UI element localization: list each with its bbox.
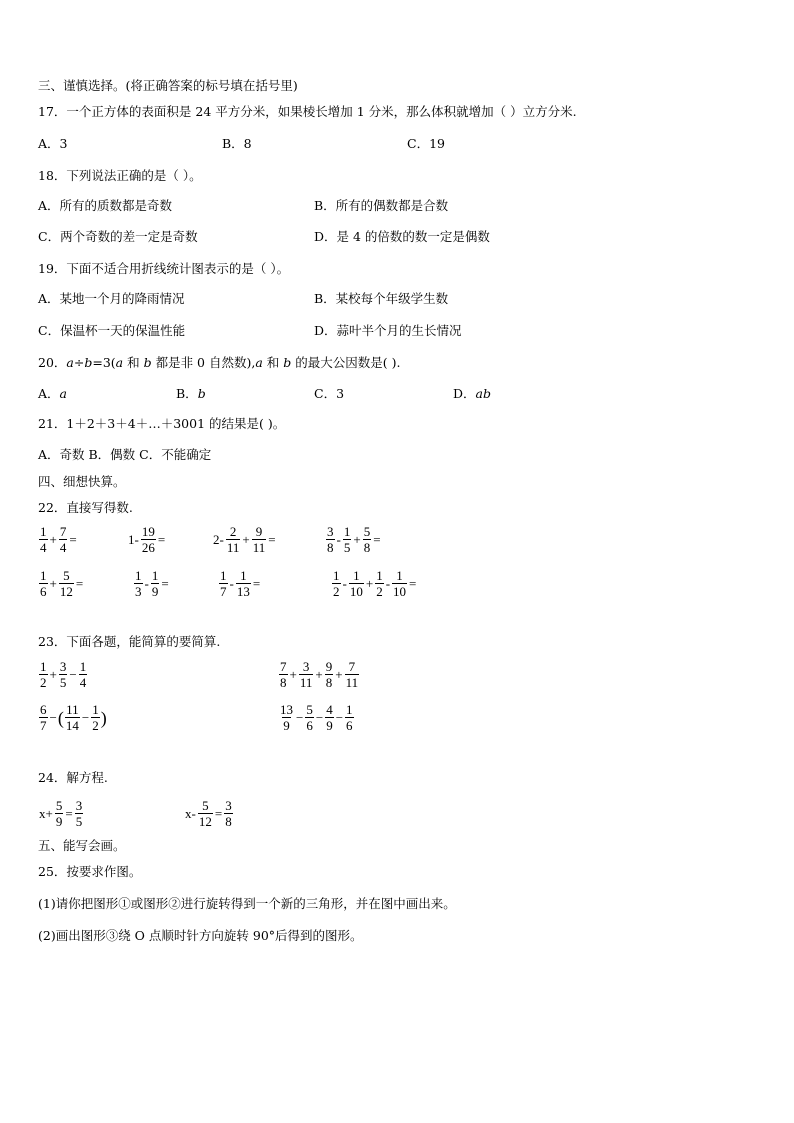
q20-option-d: D．ab xyxy=(453,386,491,401)
q17-option-b: B．8 xyxy=(222,136,252,151)
q20-option-c: C．3 xyxy=(314,386,345,401)
q23-title: 23．下面各题，能简算的要简算. xyxy=(38,634,221,649)
q21-stem: 21．1＋2＋3＋4＋…＋3001 的结果是( )。 xyxy=(38,416,286,431)
q21-options: A．奇数 B．偶数 C．不能确定 xyxy=(38,447,212,462)
q18-option-c: C．两个奇数的差一定是奇数 xyxy=(38,229,198,244)
q24-equation-2: x- $\frac{5}{12}$ = $\frac{3}{8}$ xyxy=(185,798,232,829)
q20-stem: 20．a÷b=3(a 和 b 都是非 0 自然数),a 和 b 的最大公因数是( ). xyxy=(38,355,401,370)
q24-equation-1: x+ $\frac{5}{9}$ = $\frac{3}{5}$ xyxy=(39,798,83,829)
q25-title: 25．按要求作图。 xyxy=(38,864,142,879)
q22-title: 22．直接写得数. xyxy=(38,500,133,515)
q23-expr-2: $\frac{7}{8}$ + $\frac{3}{11}$ + $\frac{9}{8}$ + $\frac{7}{11}$ xyxy=(280,659,359,690)
q19-option-a: A．某地一个月的降雨情况 xyxy=(38,291,185,306)
q22-expr-8: $\frac{1}{2}$ - $\frac{1}{10}$ + $\frac{1}{2}$ - $\frac{1}{10}$ = xyxy=(333,568,417,599)
q18-stem: 18．下列说法正确的是（ ）。 xyxy=(38,168,202,183)
q22-expr-6: $\frac{1}{3}$ - $\frac{1}{9}$ = xyxy=(135,568,169,599)
q25-part-2: (2)画出图形③绕 O 点顺时针方向旋转 90°后得到的图形。 xyxy=(38,928,363,943)
section4-heading: 四、细想快算。 xyxy=(38,474,126,489)
q17-stem: 17．一个正方体的表面积是 24 平方分米，如果棱长增加 1 分米，那么体积就增加（ ）立方分米. xyxy=(38,104,577,119)
q22-expr-4: $\frac{3}{8}$ - $\frac{1}{5}$ + $\frac{5}{8}$ = xyxy=(327,524,381,555)
section3-heading: 三、谨慎选择。(将正确答案的标号填在括号里) xyxy=(38,78,298,93)
q22-expr-2: 1- $\frac{19}{26}$ = xyxy=(128,524,166,555)
q19-stem: 19．下面不适合用折线统计图表示的是（ ）。 xyxy=(38,261,290,276)
q19-option-d: D．蒜叶半个月的生长情况 xyxy=(314,323,462,338)
q23-expr-4: $\frac{13}{9}$ − $\frac{5}{6}$ − $\frac{4}{9}$ − $\frac{1}{6}$ xyxy=(280,702,353,733)
q20-option-a: A．a xyxy=(38,386,67,401)
q23-expr-1: $\frac{1}{2}$ + $\frac{3}{5}$ − $\frac{1}{4}$ xyxy=(40,659,87,690)
q17-option-a: A．3 xyxy=(38,136,68,151)
q19-option-c: C．保温杯一天的保温性能 xyxy=(38,323,186,338)
q23-expr-3: $\frac{6}{7}$ − ( $\frac{11}{14}$ − $\frac{1}{2}$ ) xyxy=(40,702,107,733)
q25-part-1: (1)请你把图形①或图形②进行旋转得到一个新的三角形，并在图中画出来。 xyxy=(38,896,456,911)
q17-option-c: C．19 xyxy=(407,136,445,151)
q20-option-b: B．b xyxy=(176,386,206,401)
q19-option-b: B．某校每个年级学生数 xyxy=(314,291,449,306)
q18-option-b: B．所有的偶数都是合数 xyxy=(314,198,449,213)
q18-option-d: D．是 4 的倍数的数一定是偶数 xyxy=(314,229,490,244)
q22-expr-1: $\frac{1}{4}$ + $\frac{7}{4}$ = xyxy=(40,524,77,555)
section5-heading: 五、能写会画。 xyxy=(38,838,126,853)
q22-expr-5: $\frac{1}{6}$ + $\frac{5}{12}$ = xyxy=(40,568,84,599)
q18-option-a: A．所有的质数都是奇数 xyxy=(38,198,173,213)
q22-expr-7: $\frac{1}{7}$ - $\frac{1}{13}$ = xyxy=(220,568,261,599)
q22-expr-3: 2- $\frac{2}{11}$ + $\frac{9}{11}$ = xyxy=(213,524,276,555)
q24-title: 24．解方程. xyxy=(38,770,108,785)
